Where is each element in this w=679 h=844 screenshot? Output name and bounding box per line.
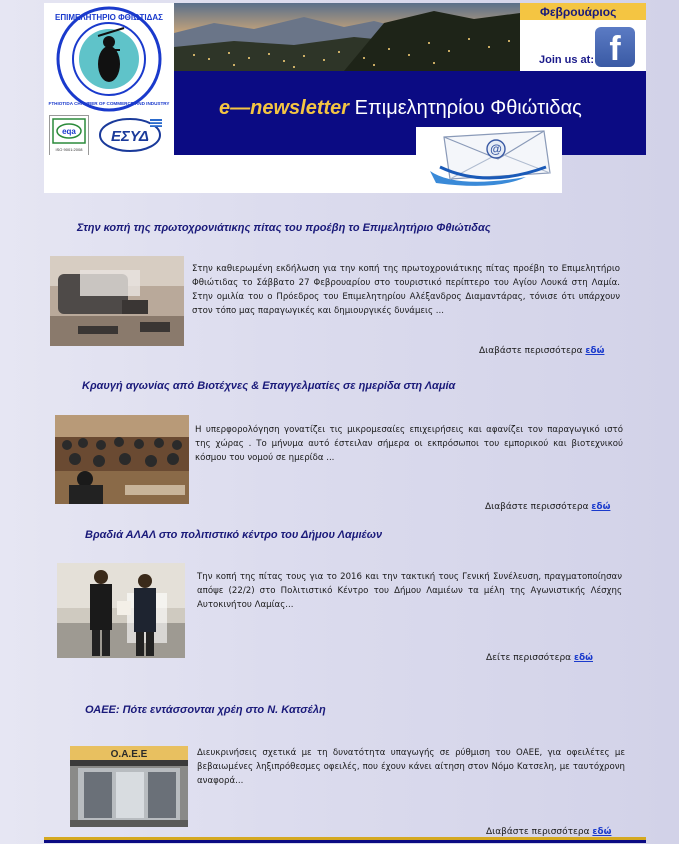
article-title-2[interactable]: Κραυγή αγωνίας από Βιοτέχνες & Επαγγελματίες σε ημερίδα στη Λαμία	[82, 380, 456, 392]
read-more-link-1[interactable]: εδώ	[585, 346, 605, 356]
footer-navy-line	[44, 840, 646, 843]
logo-panel	[44, 3, 174, 155]
article-thumb-4	[70, 746, 188, 827]
lamia-night-photo	[174, 3, 520, 71]
read-more-4	[486, 827, 611, 837]
article-body-1: Στην καθιερωμένη εκδήλωση για την κοπή της πρωτοχρονιάτικης πίτας προέβη το Επιμελητήριο Φθιώτιδας το Σάββατο 27 Φεβρουαρίου στο τουριστικό περίπτερο του Αγίου Λουκά στη Λαμία. Στην ομιλία του ο Πρόεδρος του Επιμελητηρίου Αλέξανδρος Διαμαντάρας, τόνισε ότι υπάρχουν στον τόπο μας παραγωγικές και δημιουργικές δυνάμεις ...	[192, 264, 620, 316]
eqa-iso-label: ISO 9001:2008	[55, 147, 83, 152]
article-title-4[interactable]: ΟΑΕΕ: Πότε εντάσσονται χρέη στο Ν. Κατσέλη	[85, 704, 326, 716]
envelope-panel	[416, 127, 562, 193]
logo-text-bottom: FTHIOTIDA CHAMBER OF COMMERCE AND INDUSTRY	[48, 101, 170, 106]
read-more-1	[479, 346, 604, 356]
newsletter-title-en: e—newsletter	[219, 97, 350, 119]
read-more-label-4: Διαβάστε περισσότερα	[486, 827, 590, 837]
read-more-link-3[interactable]: εδώ	[573, 653, 593, 663]
article-thumb-1	[50, 256, 184, 346]
esyd-label: ΕΣΥΔ	[111, 128, 149, 145]
read-more-label-1: Διαβάστε περισσότερα	[479, 346, 583, 356]
article-thumb-3	[57, 563, 185, 658]
esyd-cert-badge	[92, 115, 172, 155]
email-envelope-icon	[416, 127, 562, 193]
read-more-link-2[interactable]: εδώ	[591, 502, 611, 512]
svg-text:@: @	[490, 142, 502, 156]
esyd-cert-icon	[92, 115, 172, 155]
newsletter-title-gr: Επιμελητηρίου Φθιώτιδας	[354, 97, 582, 119]
svg-text:O.A.E.E: O.A.E.E	[110, 749, 148, 760]
read-more-2	[485, 502, 610, 512]
article-title-1[interactable]: Στην κοπή της πρωτοχρονιάτικης πίτας του προέβη το Επιμελητήριο Φθιώτιδας	[77, 222, 491, 234]
read-more-3	[486, 653, 593, 663]
eqa-cert-icon	[50, 116, 88, 156]
issue-date: Φεβρουάριος	[540, 5, 617, 19]
article-body-2: Η υπερφορολόγηση γονατίζει τις μικρομεσαίες επιχειρήσεις και αφανίζει τον παραγωγικό ιστό της χώρας . Το μήνυμα αυτό έστειλαν σήμερα οι εκπρόσωποι του εμπορικού και βιοτεχνικού κόσμου του νομού σε ημερίδα ...	[195, 425, 623, 463]
article-title-3[interactable]: Βραδιά ΑΛΑΛ στο πολιτιστικό κέντρο του Δήμου Λαμιέων	[85, 529, 383, 541]
facebook-icon[interactable]: f	[595, 27, 635, 67]
read-more-label-2: Διαβάστε περισσότερα	[485, 502, 589, 512]
eqa-cert-badge	[49, 115, 89, 157]
eqa-label: eqa	[62, 127, 76, 136]
article-thumb-2	[55, 415, 189, 504]
chamber-logo-icon	[48, 6, 170, 112]
newsletter-title	[219, 97, 582, 120]
join-us-label: Join us at:	[539, 54, 595, 66]
article-body-4: Διευκρινήσεις σχετικά με τη δυνατότητα υπαγωγής σε ρύθμιση του ΟΑΕΕ, για οφειλέτες με βεβαιωμένες ληξιπρόθεσμες οφειλές, που έχουν κάνει αίτηση στον Νόμο Κατσελη, με ταυτόχρονη αναφορά...	[197, 748, 625, 786]
read-more-link-4[interactable]: εδώ	[592, 827, 612, 837]
read-more-label-3: Δείτε περισσότερα	[486, 653, 572, 663]
logo-text-top: ΕΠΙΜΕΛΗΤΗΡΙΟ ΦΘΙΩΤΙΔΑΣ	[55, 13, 163, 22]
newsletter-header	[44, 3, 646, 193]
article-body-3: Την κοπή της πίτας τους για το 2016 και την τακτική τους Γενική Συνέλευση, πραγματοποίησαν απόψε (22/2) στο Πολιτιστικό Κέντρο του Δήμου Λαμιέων τα μέλη της Αγωνιστικής Λέσχης Αυτοκινήτου Λαμίας...	[197, 572, 622, 610]
